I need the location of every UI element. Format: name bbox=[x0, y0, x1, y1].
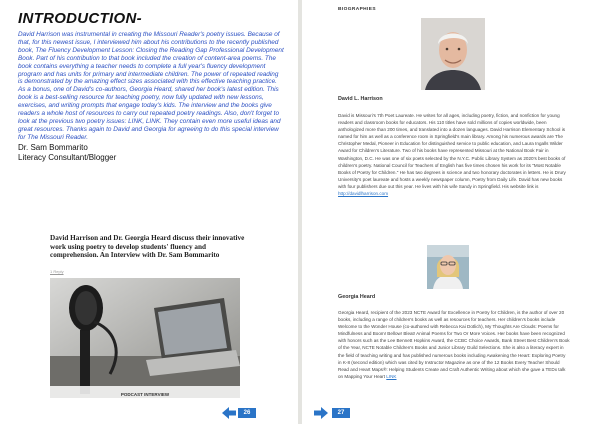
podcast-card[interactable] bbox=[44, 232, 252, 408]
biographies-heading: BIOGRAPHIES bbox=[338, 7, 376, 12]
harrison-bio: David is Missouri's 7th Poet Laureate. He writes for all ages, including poetry, fiction, and nonfiction for young readers and classroom books for educators. His 110 titles have sold millions of copies worldwide, been anthologized more than 200 times, and translated into a dozen languages. David Harrison Elementary School is named for him as well as a conference room in Springfield's main library. Among his numerous awards are The Christopher Medal, Pioneer in Education for distinguished service to public education, and Laura Ingalls Wilder Award for Children's Literature. Two of his books have represented Missouri at the National Book Fair in Washington, D.C. He was one of six poets selected by the N.Y.C. Public Library System as 2020's best books of children's poetry. National Council for Teachers of English has five times chosen his work for its "Most Notable Books of Poetry for Children." He has two degrees in science and two honorary doctorates in letters. He is Drury University's poet laureate and hosts a weekly newspaper column, Poetry from Daily Life. David has new books with four publishers due out this year. He lives with his wife Sandy in Springfield. His website link is http://davidlharrison.com bbox=[338, 113, 566, 197]
introduction-title: INTRODUCTION- bbox=[18, 10, 142, 27]
microphone-laptop-image bbox=[50, 278, 240, 398]
previous-page-arrow-icon[interactable] bbox=[220, 404, 238, 422]
introduction-text: David Harrison was instrumental in creating the Missouri Reader's poetry issues. Because of that, for this newest issue, I interviewed him about his contributions to the recently published book, The Fluency Development Lesson: Closing the Reading Gap Professional Development Book. Part of his contribution to that book included the creation of content-area poems. The book contains everything a teacher needs to complete a full year's fluency development program and has units for primary and intermediate children. The power of repeated reading is demonstrated by the amazing effect sizes associated with this effective teaching practice. As a bonus, one of David's co-authors, Georgia Heard, shared her book's latest edition. This book is a best-selling resource for teaching poetry, now fully updated with new lessons, exercises, and writing prompts that engage today's kids. The interview and the books give readers a whole host of resources to carry out repeated poetry readings. Also, don't forget to look at the previous two poetry issues: LINK, LINK. They contain even more useful ideas and great resources. Thanks again to David and Georgia for agreeing to do this special interview for The Missouri Reader. bbox=[18, 31, 284, 141]
author-name: Dr. Sam Bommarito bbox=[18, 143, 88, 152]
author-role: Literacy Consultant/Blogger bbox=[18, 153, 117, 162]
heard-link[interactable]: LINK bbox=[386, 373, 397, 379]
page-number-left: 26 bbox=[238, 408, 256, 418]
page-number-right: 27 bbox=[332, 408, 350, 418]
harrison-photo bbox=[421, 18, 485, 90]
left-page bbox=[0, 0, 298, 424]
podcast-card-title: David Harrison and Dr. Georgia Heard discuss their innovative work using poetry to develop students' fluency and comprehension. An Interview with Dr. Sam Bommarito bbox=[50, 234, 245, 260]
heard-name: Georgia Heard bbox=[338, 294, 376, 300]
heard-photo bbox=[427, 245, 469, 289]
reply-link[interactable]: 1 Reply bbox=[50, 269, 64, 274]
podcast-caption: PODCAST INTERVIEW bbox=[120, 392, 170, 397]
podcast-photo[interactable] bbox=[50, 278, 240, 398]
harrison-website-link[interactable]: http://davidlharrison.com bbox=[338, 191, 389, 197]
right-page bbox=[302, 0, 600, 424]
harrison-name: David L. Harrison bbox=[338, 96, 383, 102]
heard-bio: Georgia Heard, recipient of the 2023 NCTE Award for Excellence in Poetry for Children, is the author of over 20 books, including a range of children's books as well as resources for teachers. Her children's books include Welcome to the Wonder House (co-authored with Rebecca Kai Dotlich), My Thoughts Are Clouds: Poems for Mindfulness and Boom! Bellow! Bleat! Animal Poems for Two Or More Voices. Her books have been recognized with honors such as the Lee Bennett Hopkins Award, the CCBC Choice Awards, Bank Street Best Children's Book of the Year, NCTE Notable Children's Books and Junior Library Guild Selections. She is also a literacy expert in the field of teaching writing and has published numerous books including Awakening the Heart: Exploring Poetry in K-8 (second edition) which was cited by Instructor Magazine as one of the 12 Books Every Teacher Should Read and Heart Maps®: Helping Students Create and Craft Authentic Writing about which she gave a TEDx talk on Mapping Your Heart LINK bbox=[338, 310, 570, 379]
next-page-arrow-icon[interactable] bbox=[312, 404, 330, 422]
